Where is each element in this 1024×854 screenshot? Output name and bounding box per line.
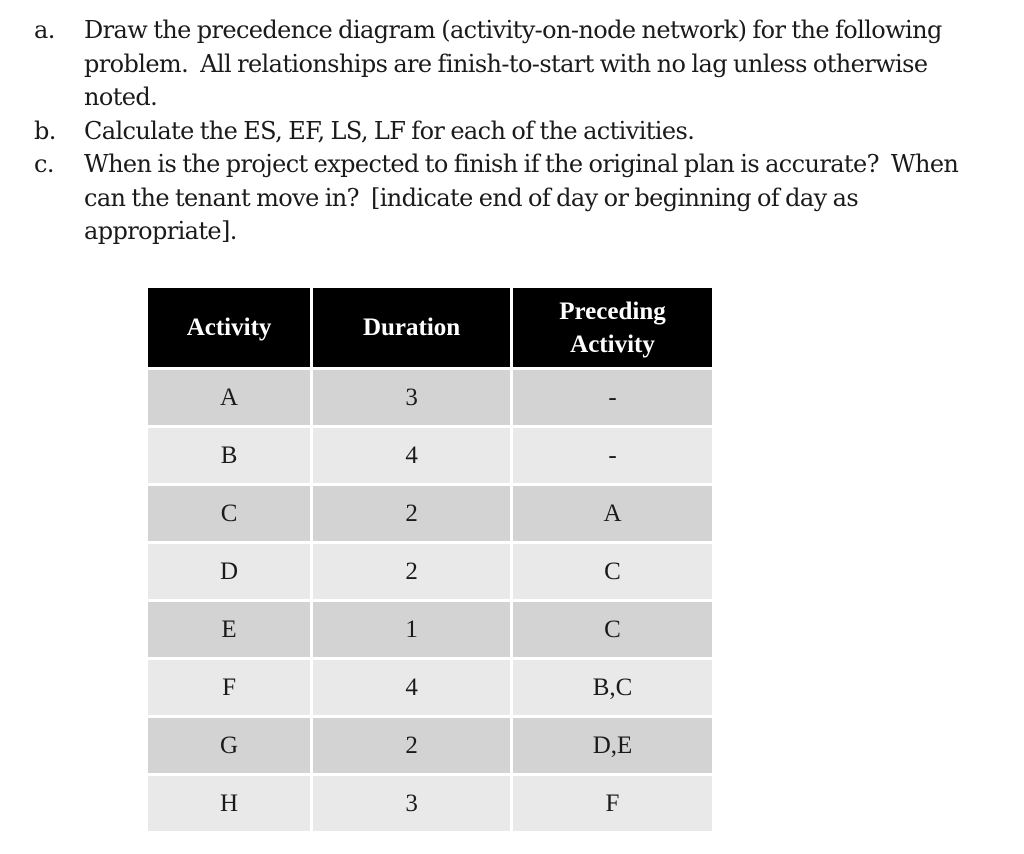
cell-activity: G <box>148 718 310 773</box>
question-text: Calculate the ES, EF, LS, LF for each of the activities. <box>84 116 695 145</box>
header-preceding-line2: Activity <box>570 330 655 358</box>
table-row <box>148 602 712 657</box>
cell-duration: 1 <box>313 602 510 657</box>
cell-activity: A <box>148 370 310 425</box>
question-a <box>34 14 1019 115</box>
table-header-row <box>148 288 712 367</box>
activity-table <box>145 285 715 834</box>
table-row <box>148 486 712 541</box>
table-row <box>148 660 712 715</box>
cell-activity: B <box>148 428 310 483</box>
cell-activity: C <box>148 486 310 541</box>
cell-activity: F <box>148 660 310 715</box>
question-text: When is the project expected to finish if the original plan is accurate? When can the tenant move in? [indicate end of day or beginning of day as appropriate]. <box>84 150 959 245</box>
cell-activity: H <box>148 776 310 831</box>
cell-preceding: B,C <box>513 660 712 715</box>
question-letter: b. <box>34 116 56 145</box>
cell-activity: D <box>148 544 310 599</box>
header-duration: Duration <box>313 288 510 367</box>
cell-duration: 4 <box>313 660 510 715</box>
question-text: Draw the precedence diagram (activity-on-node network) for the following problem. All relationships are finish-to-start with no lag unless otherwise noted. <box>84 16 942 111</box>
table-row <box>148 718 712 773</box>
cell-duration: 2 <box>313 486 510 541</box>
question-letter: a. <box>34 16 55 44</box>
cell-preceding: A <box>513 486 712 541</box>
cell-preceding: D,E <box>513 718 712 773</box>
cell-duration: 3 <box>313 370 510 425</box>
question-c <box>34 148 1019 249</box>
cell-duration: 3 <box>313 776 510 831</box>
header-preceding-activity <box>513 288 712 367</box>
header-activity: Activity <box>148 288 310 367</box>
cell-preceding: F <box>513 776 712 831</box>
cell-preceding: C <box>513 544 712 599</box>
question-b <box>34 115 1019 149</box>
cell-activity: E <box>148 602 310 657</box>
table-row <box>148 776 712 831</box>
cell-preceding: - <box>513 370 712 425</box>
table-row <box>148 428 712 483</box>
table-row <box>148 370 712 425</box>
cell-duration: 2 <box>313 718 510 773</box>
cell-duration: 4 <box>313 428 510 483</box>
cell-duration: 2 <box>313 544 510 599</box>
cell-preceding: - <box>513 428 712 483</box>
header-preceding-line1: Preceding <box>559 297 666 325</box>
question-list <box>34 14 1019 249</box>
cell-preceding: C <box>513 602 712 657</box>
table-row <box>148 544 712 599</box>
question-letter: c. <box>34 150 54 178</box>
